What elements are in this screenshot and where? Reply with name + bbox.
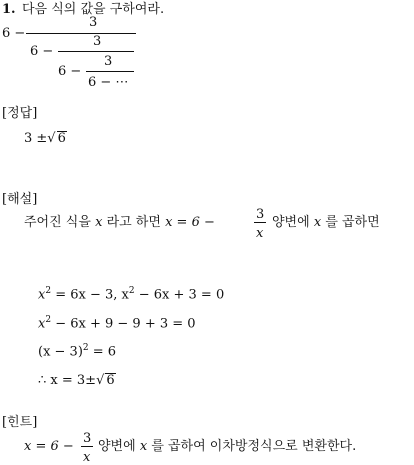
cf-bar-3 [86,71,134,72]
answer-prefix: 3 ± [24,131,48,146]
cf-numerator-3: 3 [104,54,113,69]
hint-label: [힌트] [2,415,38,430]
cf-bar-1 [26,33,136,34]
hint-denominator: x [83,450,91,465]
sqrt-icon: √ [96,373,105,388]
intro-denominator: x [256,226,264,241]
cf-numerator-1: 3 [89,15,98,30]
intro-numerator: 3 [256,207,265,222]
intro-frac-bar [254,222,266,223]
cf-lead-1: 6 − [2,26,26,41]
sqrt-icon: √ [47,131,56,146]
solution-step-4: ∴ x = 3±√ 6 [38,373,115,388]
intro-var: x [95,215,103,230]
question-number: 1. [2,2,16,17]
intro-text-4: 를 곱하면 [325,215,380,230]
intro-text-2: 라고 하면 [106,215,161,230]
cf-lead-3: 6 − [58,64,82,79]
intro-text-3: 양변에 [272,215,310,230]
answer-root: 6 [57,131,66,146]
cf-numerator-2: 3 [93,34,102,49]
answer-value [24,131,67,146]
solution-intro-tail [272,216,380,229]
solution-intro [24,216,215,229]
solution-step-1: $x^2 = 6x - 3$, $x^2 - 6x + 3 = 0$ [38,286,225,303]
hint-frac-bar [81,446,93,447]
intro-text-1: 주어진 식을 [24,215,91,230]
question-text: 다음 식의 값을 구하여라. [22,2,165,17]
hint-eq: x = 6 − [24,439,74,454]
cf-denominator-3: 6 − ⋯ [88,75,129,90]
solution-step-2: $x^2 - 6x + 9 - 9 + 3 = 0$ [38,315,196,332]
answer-label: [정답] [2,106,38,121]
cf-bar-2 [58,51,134,52]
hint-numerator: 3 [83,431,92,446]
intro-eq: x = 6 − [165,215,215,230]
cf-lead-2: 6 − [30,44,54,59]
solution-label: [해설] [2,192,38,207]
intro-var2: x [313,215,322,230]
solution-step-3: $(x - 3)^2 = 6$ [38,343,117,360]
hint-text: 양변에 x 를 곱하여 이차방정식으로 변환한다. [98,439,357,454]
